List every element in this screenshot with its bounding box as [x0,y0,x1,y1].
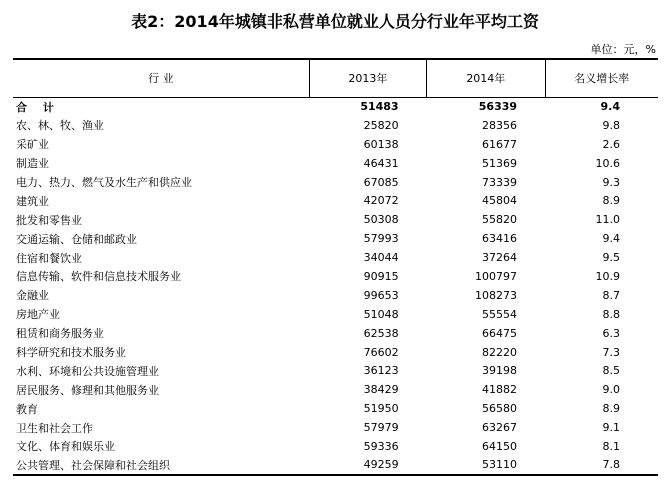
row-industry-name: 交通运输、仓储和邮政业 [16,232,137,246]
row-2014-value: 63416 [482,232,518,246]
row-growth-rate: 8.8 [602,307,620,321]
row-industry-name: 合 计 [16,100,60,114]
row-2013-value: 67085 [363,175,399,189]
table-title: 表2：2014年城镇非私营单位就业人员分行业年平均工资 [131,12,539,31]
table-row [13,361,658,380]
row-growth-rate: 9.4 [600,100,620,114]
row-2014-value: 64150 [482,439,518,453]
row-industry-name: 批发和零售业 [16,213,82,227]
row-2014-value: 51369 [482,156,518,170]
row-2014-value: 82220 [482,345,518,359]
wage-table [13,58,658,476]
total-row [13,97,658,116]
row-2014-value: 41882 [482,383,518,397]
table-row [13,343,658,362]
table-row [13,248,658,267]
row-industry-name: 信息传输、软件和信息技术服务业 [16,270,181,284]
row-2014-value: 108273 [475,288,518,302]
row-2014-value: 28356 [482,118,518,132]
table-row [13,418,658,437]
row-2013-value: 42072 [363,194,399,208]
row-2013-value: 49259 [309,456,426,475]
row-growth-rate: 7.3 [602,345,620,359]
row-2013-value: 50308 [363,213,399,227]
row-2013-value: 59336 [363,439,399,453]
table-row [13,210,658,229]
row-2013-value: 38429 [363,383,399,397]
row-industry-name: 制造业 [16,157,49,171]
row-industry-name: 农、林、牧、渔业 [16,119,104,133]
row-2014-value: 53110 [427,456,545,475]
row-industry-name: 金融业 [16,289,49,303]
table-row [13,456,658,475]
row-2014-value: 66475 [482,326,518,340]
header-industry: 行 业 [13,59,309,97]
row-2014-value: 56580 [482,402,518,416]
row-2013-value: 57979 [363,421,399,435]
row-2014-value: 45804 [482,194,518,208]
row-2013-value: 90915 [363,269,399,283]
row-growth-rate: 9.0 [602,383,620,397]
row-2013-value: 57993 [363,232,399,246]
row-industry-name: 居民服务、修理和其他服务业 [16,383,159,397]
row-2013-value: 51950 [363,402,399,416]
row-growth-rate: 8.7 [602,288,620,302]
row-2014-value: 100797 [475,269,518,283]
table-row [13,173,658,192]
row-2014-value: 55554 [482,307,518,321]
table-row [13,437,658,456]
row-growth-rate: 7.8 [545,456,658,475]
unit-label: 单位：元，% [590,43,656,56]
row-industry-name: 科学研究和技术服务业 [16,346,126,360]
row-industry-name: 房地产业 [16,308,60,322]
row-growth-rate: 9.4 [602,232,620,246]
row-2014-value: 73339 [482,175,518,189]
row-2014-value: 56339 [478,100,518,114]
table-row [13,305,658,324]
row-industry-name: 文化、体育和娱乐业 [16,440,115,454]
row-2014-value: 55820 [482,213,518,227]
table-row [13,324,658,343]
table-row [13,116,658,135]
row-industry-name: 公共管理、社会保障和社会组织 [13,456,309,475]
row-growth-rate: 8.9 [602,402,620,416]
row-2013-value: 51048 [363,307,399,321]
row-2013-value: 76602 [363,345,399,359]
row-industry-name: 教育 [16,402,38,416]
row-growth-rate: 8.1 [602,439,620,453]
table-row [13,135,658,154]
row-2013-value: 25820 [363,118,399,132]
table-header-row [13,59,658,97]
row-growth-rate: 9.8 [602,118,620,132]
table-row [13,229,658,248]
row-2013-value: 62538 [363,326,399,340]
row-2013-value: 51483 [360,100,399,114]
row-growth-rate: 10.6 [595,156,620,170]
row-2013-value: 36123 [363,364,399,378]
table-row [13,267,658,286]
row-growth-rate: 6.3 [602,326,620,340]
header-2013: 2013年 [309,59,426,97]
row-growth-rate: 10.9 [595,269,620,283]
table-row [13,399,658,418]
row-growth-rate: 8.9 [602,194,620,208]
row-2013-value: 99653 [363,288,399,302]
row-industry-name: 住宿和餐饮业 [16,251,82,265]
row-2014-value: 61677 [482,137,518,151]
row-industry-name: 水利、环境和公共设施管理业 [16,364,159,378]
row-industry-name: 卫生和社会工作 [16,421,93,435]
header-2014: 2014年 [427,59,545,97]
row-2014-value: 37264 [482,251,518,265]
table-row [13,191,658,210]
row-growth-rate: 8.5 [602,364,620,378]
row-growth-rate: 9.5 [602,251,620,265]
row-industry-name: 建筑业 [16,194,49,208]
row-growth-rate: 9.1 [602,421,620,435]
row-2014-value: 63267 [482,421,518,435]
row-2014-value: 39198 [482,364,518,378]
row-growth-rate: 9.3 [602,175,620,189]
row-industry-name: 采矿业 [16,138,49,152]
table-row [13,154,658,173]
row-industry-name: 电力、热力、燃气及水生产和供应业 [16,176,192,189]
row-2013-value: 34044 [363,251,399,265]
table-row [13,286,658,305]
table-row [13,380,658,399]
row-industry-name: 租赁和商务服务业 [16,327,104,341]
row-growth-rate: 2.6 [602,137,620,151]
row-growth-rate: 11.0 [595,213,620,227]
row-2013-value: 46431 [363,156,399,170]
header-growth-rate: 名义增长率 [545,59,658,97]
row-2013-value: 60138 [363,137,399,151]
table-body [13,97,658,475]
